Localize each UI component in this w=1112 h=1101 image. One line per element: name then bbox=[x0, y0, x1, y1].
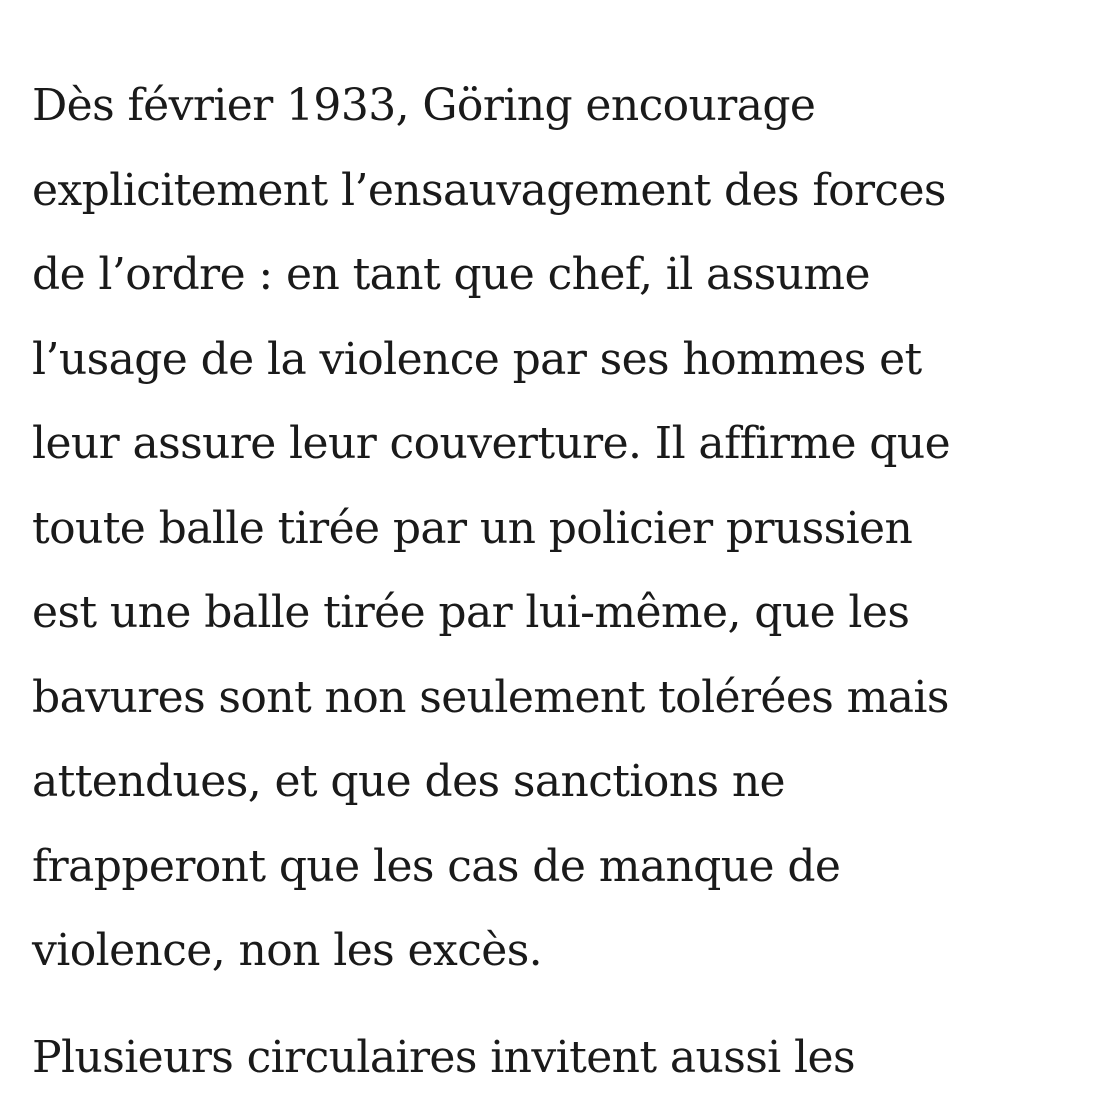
paragraph-line: leur assure leur couverture. Il affirme que bbox=[32, 418, 951, 469]
paragraph-line: violence, non les excès. bbox=[32, 925, 543, 976]
article-paragraph bbox=[32, 64, 1112, 994]
paragraph-line: Dès février 1933, Göring encourage bbox=[32, 80, 816, 131]
paragraph-line: l’usage de la violence par ses hommes et bbox=[32, 333, 922, 385]
paragraph-line-partial: Plusieurs circulaires invitent aussi les bbox=[32, 1032, 855, 1083]
paragraph-line: attendues, et que des sanctions ne bbox=[32, 756, 785, 807]
paragraph-line: bavures sont non seulement tolérées mais bbox=[32, 671, 949, 723]
paragraph-line: est une balle tirée par lui-même, que les bbox=[32, 587, 910, 638]
paragraph-line: frapperont que les cas de manque de bbox=[32, 840, 841, 892]
paragraph-line: de l’ordre : en tant que chef, il assume bbox=[32, 249, 870, 300]
paragraph-line: explicitement l’ensauvagement des forces bbox=[32, 164, 946, 216]
paragraph-line: toute balle tirée par un policier prussien bbox=[32, 502, 913, 554]
article-paragraph-next bbox=[32, 1016, 1112, 1101]
